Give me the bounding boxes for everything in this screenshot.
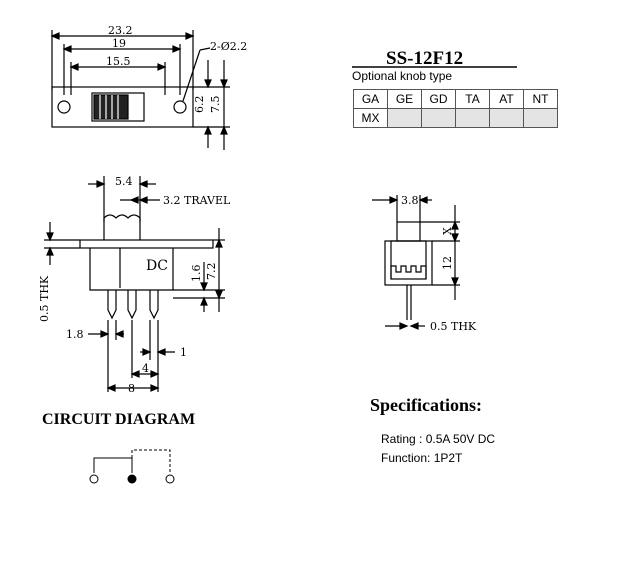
dim-1-8: 1.8: [66, 328, 84, 341]
knob-cell: AT: [490, 90, 524, 109]
knob-row-1: [354, 90, 558, 109]
spec-title: Specifications:: [370, 395, 482, 415]
knob-row-2: [354, 109, 558, 128]
terminal-common: [128, 475, 136, 483]
knob-cell-empty: [456, 109, 490, 128]
dim-x: X: [441, 227, 454, 235]
knob-cell-empty: [490, 109, 524, 128]
dim-thk-side: 0.5 THK: [38, 275, 51, 322]
knob-type-table: [353, 89, 558, 128]
dim-3-8: 3.8: [401, 194, 419, 207]
knob-cell-empty: [422, 109, 456, 128]
terminal-left: [90, 475, 98, 483]
top-view: [52, 30, 230, 150]
knob-cell: GD: [422, 90, 456, 109]
dim-4: 4: [142, 362, 149, 375]
dim-5-4: 5.4: [115, 175, 133, 188]
knob-cell: GE: [388, 90, 422, 109]
optional-knob-label: Optional knob type: [352, 69, 453, 83]
knob-cell: MX: [354, 109, 388, 128]
side-view: [44, 176, 225, 392]
dim-7-5: 7.5: [209, 95, 222, 113]
dim-8: 8: [128, 382, 135, 395]
knob-cell-empty: [524, 109, 558, 128]
knob-cell: GA: [354, 90, 388, 109]
dim-1-6: 1.6: [190, 264, 203, 282]
body-label: DC: [146, 258, 168, 274]
knob-cell: NT: [524, 90, 558, 109]
dim-thk-end: 0.5 THK: [430, 320, 477, 333]
circuit-diagram: [90, 450, 174, 483]
spec-function: Function: 1P2T: [381, 451, 463, 465]
dim-travel: 3.2 TRAVEL: [163, 194, 231, 207]
dim-7-2: 7.2: [205, 262, 218, 280]
dim-1: 1: [180, 346, 187, 359]
knob-cell-empty: [388, 109, 422, 128]
part-number: SS-12F12: [386, 48, 464, 69]
dim-23-2: 23.2: [108, 24, 133, 37]
spec-rating: Rating : 0.5A 50V DC: [381, 432, 496, 446]
knob-cell: TA: [456, 90, 490, 109]
circuit-title: CIRCUIT DIAGRAM: [42, 411, 196, 428]
dim-6-2: 6.2: [193, 95, 206, 113]
dim-12: 12: [441, 256, 454, 270]
dim-15-5: 15.5: [106, 55, 131, 68]
terminal-right: [166, 475, 174, 483]
dim-hole-diameter: 2-Ø2.2: [210, 40, 248, 53]
dim-19: 19: [112, 37, 126, 50]
